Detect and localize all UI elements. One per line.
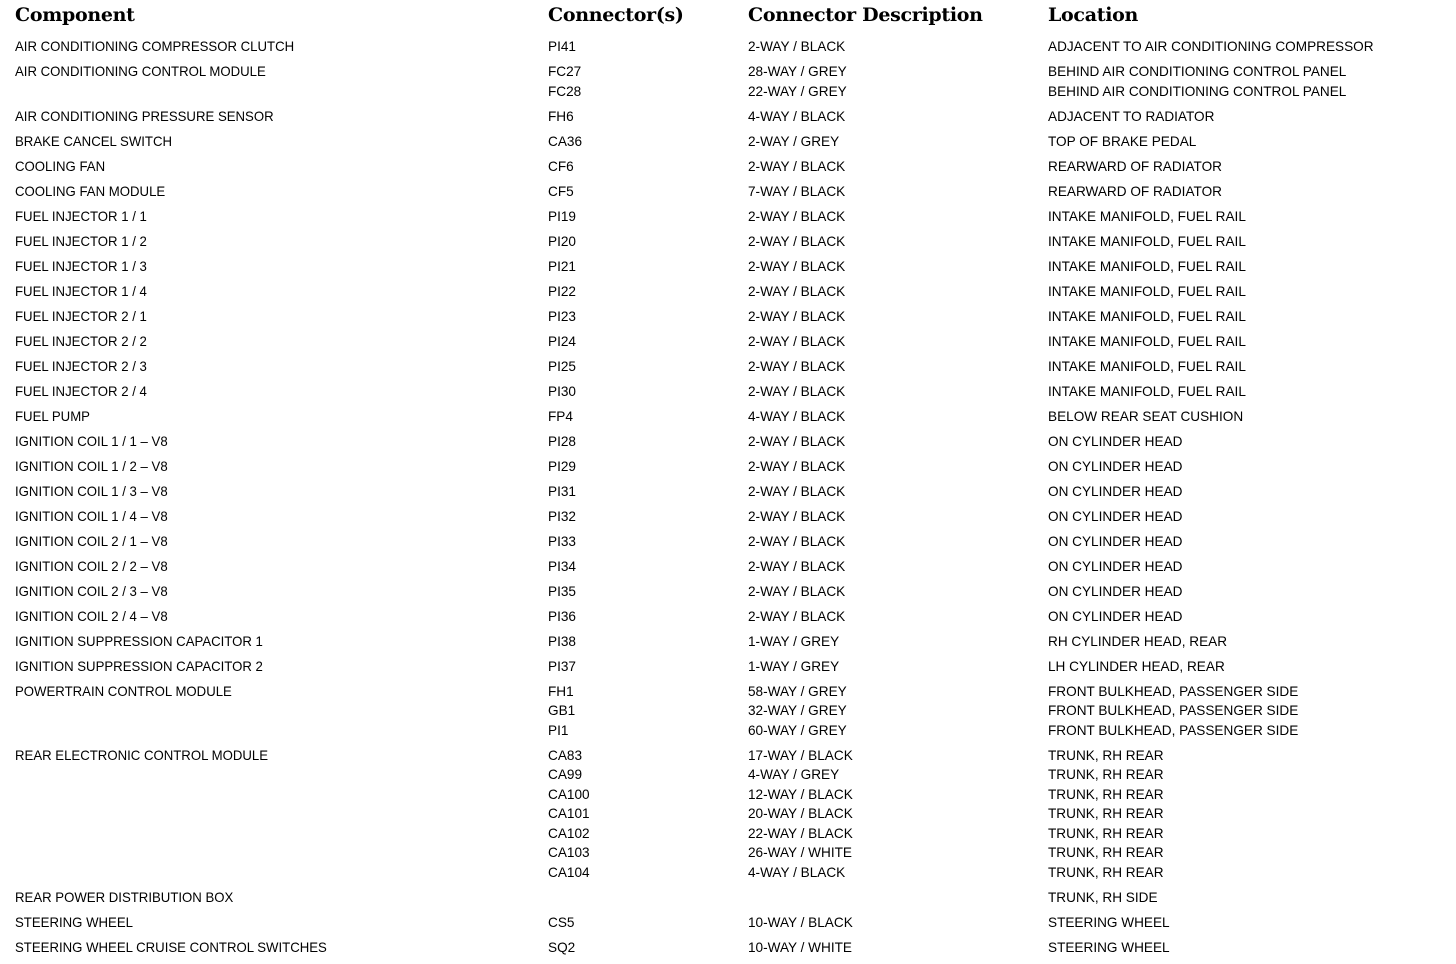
component-name: BRAKE CANCEL SWITCH — [15, 133, 173, 149]
connector-id: PI32 — [548, 508, 576, 524]
component-name: IGNITION COIL 1 / 1 – V8 — [15, 433, 168, 449]
table-row — [0, 632, 1456, 652]
component-name: REAR ELECTRONIC CONTROL MODULE — [15, 747, 269, 763]
component-name: IGNITION SUPPRESSION CAPACITOR 2 — [15, 658, 263, 674]
component-table — [0, 37, 1456, 963]
connector-location: ON CYLINDER HEAD — [1048, 508, 1183, 524]
connector-id: PI35 — [548, 583, 576, 599]
connector-description: 12-WAY / BLACK — [748, 786, 853, 802]
connector-location: TRUNK, RH REAR — [1048, 825, 1164, 841]
table-row — [0, 407, 1456, 427]
table-row — [0, 657, 1456, 677]
connector-id: FP4 — [548, 408, 573, 424]
connector-description: 2-WAY / BLACK — [748, 433, 846, 449]
connector-description: 2-WAY / BLACK — [748, 233, 846, 249]
connector-line — [0, 888, 1456, 908]
connector-line — [0, 765, 1456, 785]
connector-line — [0, 657, 1456, 677]
connector-description: 7-WAY / BLACK — [748, 183, 846, 199]
connector-description: 1-WAY / GREY — [748, 658, 840, 674]
connector-line — [0, 432, 1456, 452]
connector-location: BEHIND AIR CONDITIONING CONTROL PANEL — [1048, 64, 1347, 79]
table-row — [0, 307, 1456, 327]
table-row — [0, 182, 1456, 202]
connector-id: FH1 — [548, 683, 574, 699]
header-component: Component — [15, 4, 135, 26]
connector-line — [0, 746, 1456, 766]
connector-location: STEERING WHEEL — [1048, 939, 1170, 955]
connector-id: CS5 — [548, 914, 575, 930]
connector-location: ADJACENT TO AIR CONDITIONING COMPRESSOR — [1048, 39, 1374, 54]
connector-id: CA36 — [548, 133, 583, 149]
connector-line — [0, 632, 1456, 652]
connector-location: INTAKE MANIFOLD, FUEL RAIL — [1048, 283, 1246, 299]
connector-location: STEERING WHEEL — [1048, 914, 1170, 930]
connector-description: 2-WAY / BLACK — [748, 608, 846, 624]
connector-id: PI38 — [548, 633, 576, 649]
table-row — [0, 532, 1456, 552]
connector-description: 10-WAY / WHITE — [748, 939, 852, 955]
connector-description: 2-WAY / BLACK — [748, 383, 846, 399]
connector-line — [0, 863, 1456, 883]
component-name: FUEL PUMP — [15, 408, 90, 424]
connector-id: PI36 — [548, 608, 576, 624]
component-name: FUEL INJECTOR 2 / 1 — [15, 308, 147, 324]
connector-description: 4-WAY / BLACK — [748, 408, 846, 424]
table-row — [0, 37, 1456, 57]
connector-line — [0, 62, 1456, 82]
connector-description: 17-WAY / BLACK — [748, 747, 853, 763]
connector-line — [0, 482, 1456, 502]
connector-description: 2-WAY / BLACK — [748, 333, 846, 349]
connector-description: 58-WAY / GREY — [748, 683, 847, 699]
connector-location: ADJACENT TO RADIATOR — [1048, 108, 1215, 124]
connector-description: 2-WAY / BLACK — [748, 283, 846, 299]
connector-line — [0, 843, 1456, 863]
connector-location: INTAKE MANIFOLD, FUEL RAIL — [1048, 258, 1246, 274]
component-name: IGNITION COIL 2 / 3 – V8 — [15, 583, 168, 599]
connector-location: TRUNK, RH SIDE — [1048, 889, 1158, 905]
component-name: IGNITION COIL 1 / 3 – V8 — [15, 483, 168, 499]
component-name: FUEL INJECTOR 1 / 1 — [15, 208, 147, 224]
connector-id: PI1 — [548, 722, 569, 738]
connector-description: 2-WAY / BLACK — [748, 508, 846, 524]
component-name: IGNITION COIL 1 / 2 – V8 — [15, 458, 168, 474]
component-name: IGNITION COIL 2 / 4 – V8 — [15, 608, 168, 624]
connector-line — [0, 157, 1456, 177]
connector-description: 2-WAY / GREY — [748, 133, 840, 149]
connector-description: 2-WAY / BLACK — [748, 583, 846, 599]
table-row — [0, 157, 1456, 177]
table-row — [0, 457, 1456, 477]
connector-id: FC27 — [548, 64, 582, 79]
component-name: AIR CONDITIONING CONTROL MODULE — [15, 64, 266, 79]
connector-line — [0, 232, 1456, 252]
connector-description: 2-WAY / BLACK — [748, 458, 846, 474]
connector-line — [0, 557, 1456, 577]
connector-id: PI28 — [548, 433, 576, 449]
connector-line — [0, 938, 1456, 958]
connector-location: FRONT BULKHEAD, PASSENGER SIDE — [1048, 722, 1299, 738]
connector-id: PI31 — [548, 483, 576, 499]
table-row — [0, 357, 1456, 377]
connector-description: 32-WAY / GREY — [748, 703, 847, 718]
connector-id: CA102 — [548, 825, 590, 841]
component-name: IGNITION COIL 2 / 2 – V8 — [15, 558, 168, 574]
connector-id: SQ2 — [548, 939, 576, 955]
connector-id: PI30 — [548, 383, 576, 399]
connector-line — [0, 207, 1456, 227]
connector-location: FRONT BULKHEAD, PASSENGER SIDE — [1048, 683, 1299, 699]
connector-location: ON CYLINDER HEAD — [1048, 558, 1183, 574]
connector-line — [0, 282, 1456, 302]
table-row — [0, 232, 1456, 252]
table-row — [0, 746, 1456, 883]
table-row — [0, 382, 1456, 402]
connector-line — [0, 382, 1456, 402]
connector-id: CA100 — [548, 786, 590, 802]
connector-location: RH CYLINDER HEAD, REAR — [1048, 633, 1228, 649]
table-row — [0, 913, 1456, 933]
connector-location: INTAKE MANIFOLD, FUEL RAIL — [1048, 358, 1246, 374]
connector-location: REARWARD OF RADIATOR — [1048, 158, 1222, 174]
component-name: IGNITION COIL 2 / 1 – V8 — [15, 533, 168, 549]
connector-location: INTAKE MANIFOLD, FUEL RAIL — [1048, 308, 1246, 324]
connector-id: GB1 — [548, 703, 576, 718]
connector-id: CA104 — [548, 864, 590, 880]
connector-description: 4-WAY / BLACK — [748, 864, 846, 880]
connector-id: CA103 — [548, 845, 590, 860]
connector-id: PI24 — [548, 333, 576, 349]
header-location: Location — [1048, 4, 1138, 26]
component-name: FUEL INJECTOR 1 / 2 — [15, 233, 147, 249]
connector-id: PI34 — [548, 558, 576, 574]
connector-description: 22-WAY / BLACK — [748, 825, 853, 841]
connector-description: 1-WAY / GREY — [748, 633, 840, 649]
component-name: COOLING FAN MODULE — [15, 183, 166, 199]
connector-line — [0, 357, 1456, 377]
component-name: STEERING WHEEL — [15, 914, 133, 930]
connector-id: PI33 — [548, 533, 576, 549]
connector-location: BEHIND AIR CONDITIONING CONTROL PANEL — [1048, 83, 1347, 99]
component-name: STEERING WHEEL CRUISE CONTROL SWITCHES — [15, 939, 327, 955]
connector-location: ON CYLINDER HEAD — [1048, 583, 1183, 599]
connector-location: TOP OF BRAKE PEDAL — [1048, 133, 1197, 149]
connector-id: CA83 — [548, 747, 583, 763]
connector-description: 2-WAY / BLACK — [748, 558, 846, 574]
connector-location: ON CYLINDER HEAD — [1048, 533, 1183, 549]
connector-id: PI21 — [548, 258, 576, 274]
connector-id: PI29 — [548, 458, 576, 474]
connector-location: TRUNK, RH REAR — [1048, 747, 1164, 763]
component-name: FUEL INJECTOR 2 / 4 — [15, 383, 147, 399]
connector-location: LH CYLINDER HEAD, REAR — [1048, 658, 1225, 674]
component-name: FUEL INJECTOR 2 / 2 — [15, 333, 147, 349]
table-row — [0, 557, 1456, 577]
connector-line — [0, 107, 1456, 127]
connector-description: 2-WAY / BLACK — [748, 208, 846, 224]
connector-id: PI22 — [548, 283, 576, 299]
connector-id: PI20 — [548, 233, 576, 249]
connector-description: 28-WAY / GREY — [748, 64, 847, 79]
connector-description: 4-WAY / BLACK — [748, 108, 846, 124]
connector-description: 22-WAY / GREY — [748, 83, 847, 99]
connector-id: PI37 — [548, 658, 576, 674]
connector-description: 2-WAY / BLACK — [748, 358, 846, 374]
component-name: IGNITION SUPPRESSION CAPACITOR 1 — [15, 633, 263, 649]
component-name: AIR CONDITIONING COMPRESSOR CLUTCH — [15, 39, 295, 54]
connector-description: 2-WAY / BLACK — [748, 39, 846, 54]
table-row — [0, 938, 1456, 958]
connector-line — [0, 682, 1456, 702]
connector-description: 20-WAY / BLACK — [748, 806, 853, 821]
connector-description: 2-WAY / BLACK — [748, 483, 846, 499]
connector-line — [0, 582, 1456, 602]
connector-line — [0, 913, 1456, 933]
connector-id: CA101 — [548, 806, 590, 821]
connector-line — [0, 257, 1456, 277]
connector-line — [0, 82, 1456, 102]
connector-id: FH6 — [548, 108, 574, 124]
connector-location: TRUNK, RH REAR — [1048, 786, 1164, 802]
table-row — [0, 607, 1456, 627]
connector-line — [0, 457, 1456, 477]
connector-line — [0, 507, 1456, 527]
table-row — [0, 332, 1456, 352]
table-row — [0, 257, 1456, 277]
connector-line — [0, 307, 1456, 327]
connector-line — [0, 607, 1456, 627]
header-description: Connector Description — [748, 4, 983, 26]
connector-id: PI19 — [548, 208, 576, 224]
table-row — [0, 682, 1456, 741]
component-name: POWERTRAIN CONTROL MODULE — [15, 683, 232, 699]
connector-line — [0, 785, 1456, 805]
connector-description: 2-WAY / BLACK — [748, 308, 846, 324]
component-name: REAR POWER DISTRIBUTION BOX — [15, 889, 234, 905]
connector-line — [0, 824, 1456, 844]
connector-id: CF6 — [548, 158, 574, 174]
table-row — [0, 432, 1456, 452]
connector-location: BELOW REAR SEAT CUSHION — [1048, 408, 1244, 424]
connector-location: INTAKE MANIFOLD, FUEL RAIL — [1048, 333, 1246, 349]
table-row — [0, 888, 1456, 908]
connector-description: 60-WAY / GREY — [748, 722, 847, 738]
connector-location: INTAKE MANIFOLD, FUEL RAIL — [1048, 208, 1246, 224]
connector-location: ON CYLINDER HEAD — [1048, 458, 1183, 474]
connector-line — [0, 701, 1456, 721]
connector-description: 2-WAY / BLACK — [748, 258, 846, 274]
connector-description: 2-WAY / BLACK — [748, 533, 846, 549]
table-row — [0, 482, 1456, 502]
connector-id: CA99 — [548, 767, 583, 782]
connector-location: FRONT BULKHEAD, PASSENGER SIDE — [1048, 703, 1299, 718]
component-name: AIR CONDITIONING PRESSURE SENSOR — [15, 108, 274, 124]
connector-description: 10-WAY / BLACK — [748, 914, 853, 930]
connector-location: ON CYLINDER HEAD — [1048, 483, 1183, 499]
connector-description: 26-WAY / WHITE — [748, 845, 852, 860]
connector-location: TRUNK, RH REAR — [1048, 806, 1164, 821]
component-name: IGNITION COIL 1 / 4 – V8 — [15, 508, 168, 524]
connector-id: PI23 — [548, 308, 576, 324]
connector-location: INTAKE MANIFOLD, FUEL RAIL — [1048, 233, 1246, 249]
connector-line — [0, 37, 1456, 57]
connector-location: REARWARD OF RADIATOR — [1048, 183, 1222, 199]
table-row — [0, 282, 1456, 302]
connector-line — [0, 407, 1456, 427]
connector-id: FC28 — [548, 83, 582, 99]
component-name: FUEL INJECTOR 1 / 4 — [15, 283, 147, 299]
connector-line — [0, 332, 1456, 352]
connector-id: PI25 — [548, 358, 576, 374]
connector-id: PI41 — [548, 39, 576, 54]
connector-line — [0, 804, 1456, 824]
connector-location: TRUNK, RH REAR — [1048, 864, 1164, 880]
connector-line — [0, 532, 1456, 552]
connector-location: INTAKE MANIFOLD, FUEL RAIL — [1048, 383, 1246, 399]
connector-id: CF5 — [548, 183, 574, 199]
header-connectors: Connector(s) — [548, 4, 684, 26]
connector-line — [0, 182, 1456, 202]
connector-line — [0, 132, 1456, 152]
connector-location: ON CYLINDER HEAD — [1048, 608, 1183, 624]
table-row — [0, 582, 1456, 602]
table-row — [0, 62, 1456, 101]
connector-description: 2-WAY / BLACK — [748, 158, 846, 174]
connector-location: TRUNK, RH REAR — [1048, 845, 1164, 860]
table-row — [0, 507, 1456, 527]
connector-location: ON CYLINDER HEAD — [1048, 433, 1183, 449]
table-row — [0, 107, 1456, 127]
connector-line — [0, 721, 1456, 741]
component-name: FUEL INJECTOR 2 / 3 — [15, 358, 147, 374]
connector-location: TRUNK, RH REAR — [1048, 767, 1164, 782]
component-name: FUEL INJECTOR 1 / 3 — [15, 258, 147, 274]
table-row — [0, 132, 1456, 152]
table-row — [0, 207, 1456, 227]
connector-description: 4-WAY / GREY — [748, 767, 840, 782]
component-name: COOLING FAN — [15, 158, 106, 174]
